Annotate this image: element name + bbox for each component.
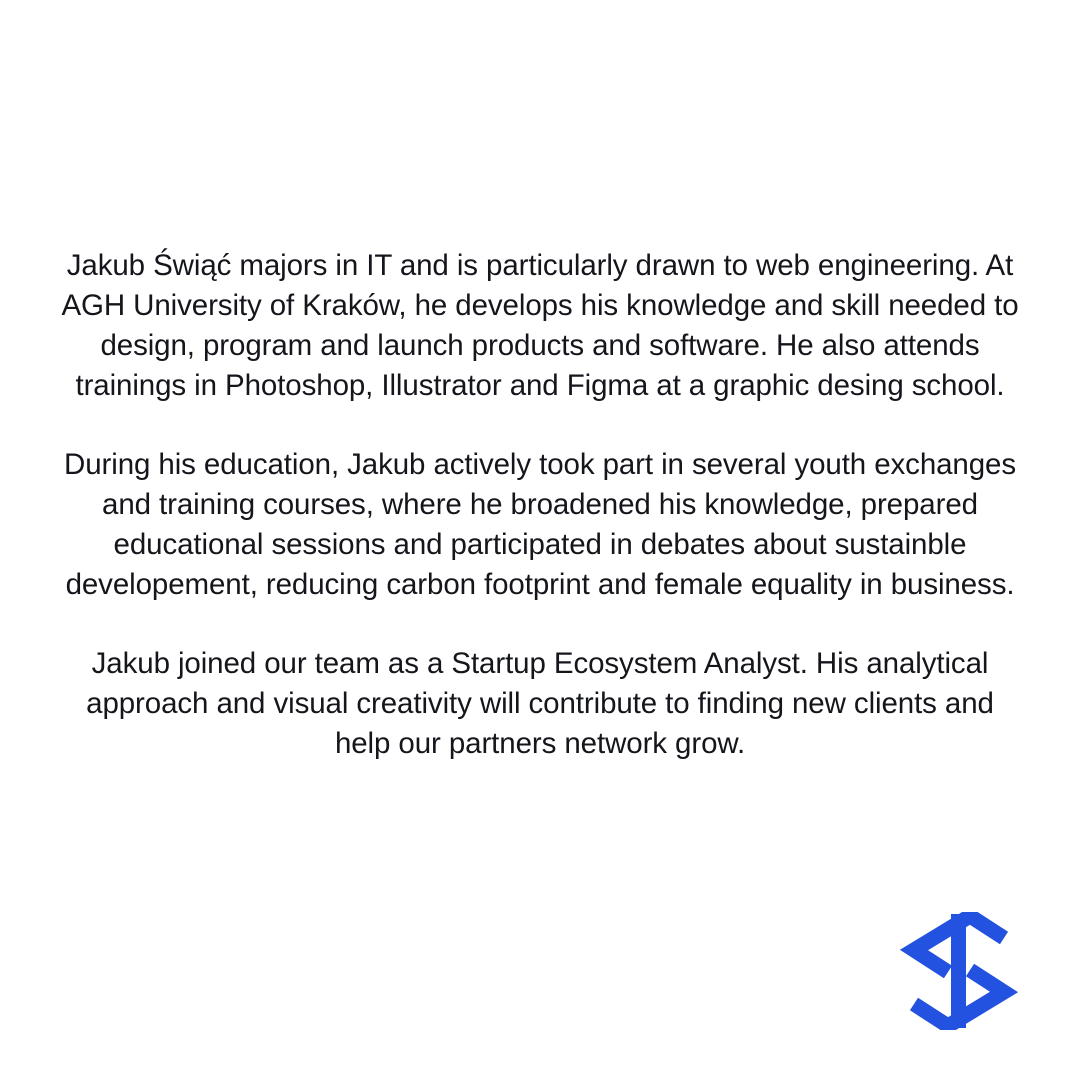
bio-paragraph-3: Jakub joined our team as a Startup Ecosystem Analyst. His analytical approach and visual creativity will contribute to finding new clients and help our partners network grow. bbox=[86, 647, 994, 760]
bio-paragraph-1: Jakub Świąć majors in IT and is particularly drawn to web engineering. At AGH University of Kraków, he develops his knowledge and skill needed to design, program and launch products and software. He also attends trainings in Photoshop, Illustrator and Figma at a graphic desing school. bbox=[61, 249, 1019, 402]
bio-text-block bbox=[55, 246, 1025, 764]
bio-paragraph-2: During his education, Jakub actively took part in several youth exchanges and training courses, where he broadened his knowledge, prepared educational sessions and participated in debates about sustainble developement, reducing carbon footprint and female equality in business. bbox=[64, 448, 1016, 601]
s-monogram-logo-icon bbox=[900, 912, 1018, 1030]
